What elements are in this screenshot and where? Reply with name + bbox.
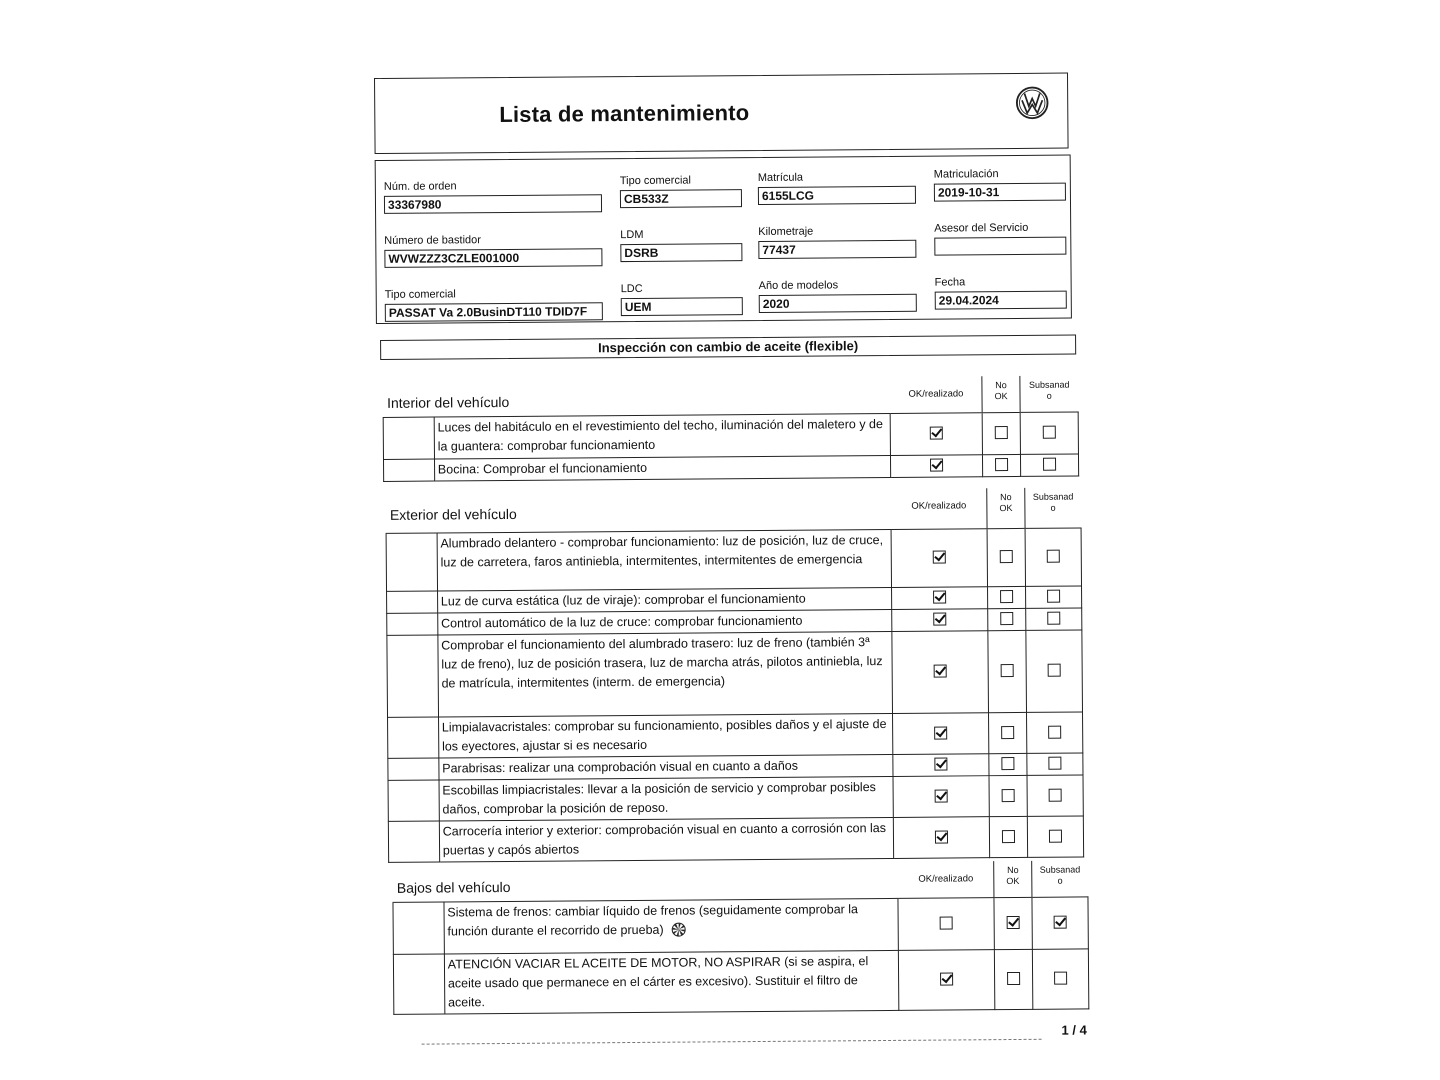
field-label: LDM [620, 228, 644, 242]
subsanado-checkbox[interactable] [1047, 612, 1060, 625]
ok-cell [893, 753, 989, 776]
subsanado-checkbox[interactable] [1054, 972, 1067, 985]
subsanado-cell [1025, 527, 1081, 585]
col-ok: OK/realizado [918, 873, 974, 885]
item-text: Escobillas limpiacristales: llevar a la posición de servicio y comprobar posibles daños, comprobar la posición de reposo. [439, 776, 894, 821]
row-stub [387, 635, 438, 717]
no-ok-checkbox[interactable] [1000, 590, 1013, 603]
row-stub [383, 459, 434, 481]
field-value: 77437 [758, 240, 916, 259]
col-label: No [1000, 492, 1012, 503]
field-label: Año de modelos [758, 279, 839, 292]
no-ok-checkbox[interactable] [1001, 757, 1014, 770]
exterior-table [385, 487, 1084, 862]
subsanado-cell [1032, 948, 1088, 1008]
no-ok-cell [988, 608, 1026, 630]
field-label: Matrícula [757, 171, 804, 184]
no-ok-cell [995, 949, 1033, 1009]
item-text: Comprobar el funcionamiento del alumbrado trasero: luz de freno (también 3ª luz de freno), luz de posición trasera, luz de marcha atrás, pilotos antiniebla, luz de matrícula, intermitentes (interm. de emergencia) [438, 631, 893, 717]
item-text: ATENCIÓN VACIAR EL ACEITE DE MOTOR, NO ASPIRAR (si se aspira, el aceite usado que permanece en el cárter es excesivo). Sustituir el filtro de aceite. [444, 950, 899, 1014]
field-value [934, 237, 1066, 256]
field-value: 29.04.2024 [935, 291, 1067, 310]
col-label: Subsanad [1032, 491, 1074, 502]
field-commercial-type [620, 174, 742, 208]
no-ok-cell [989, 775, 1027, 816]
item-text: Luces del habitáculo en el revestimiento del techo, iluminación del maletero y de la guantera: comprobar funcionamiento [434, 413, 891, 459]
no-ok-checkbox[interactable] [1000, 612, 1013, 625]
row-stub [387, 613, 438, 635]
footer-divider [422, 1039, 1042, 1045]
subsanado-checkbox[interactable] [1047, 550, 1060, 563]
table-row [386, 527, 1081, 590]
field-label: Núm. de orden [383, 180, 457, 193]
field-value: 33367980 [384, 194, 602, 214]
field-value: CB533Z [620, 189, 742, 208]
ok-checkbox[interactable] [930, 427, 943, 440]
ok-checkbox[interactable] [935, 758, 948, 771]
brake-wheel-icon [672, 923, 686, 937]
no-ok-cell [994, 897, 1032, 949]
col-subsanado [1020, 375, 1078, 411]
ok-checkbox[interactable] [935, 830, 948, 843]
vehicle-info-box [375, 155, 1072, 324]
page-number: 1 / 4 [1061, 1022, 1087, 1038]
field-label: Kilometraje [758, 225, 814, 238]
col-subsanado [1032, 860, 1088, 896]
ok-checkbox[interactable] [933, 551, 946, 564]
ok-checkbox[interactable] [930, 459, 943, 472]
col-ok: OK/realizado [908, 388, 964, 400]
no-ok-cell [988, 586, 1026, 608]
no-ok-checkbox[interactable] [1007, 916, 1020, 929]
subsanado-checkbox[interactable] [1048, 757, 1061, 770]
subsanado-checkbox[interactable] [1043, 426, 1056, 439]
table-row [388, 774, 1083, 820]
field-date [935, 276, 1067, 310]
field-value: WVWZZZ3CZLE001000 [384, 248, 602, 268]
row-stub [388, 780, 439, 821]
field-label: Matriculación [933, 168, 999, 181]
subsanado-cell [1027, 752, 1083, 774]
item-text: Parabrisas: realizar una comprobación visual en cuanto a daños [439, 754, 894, 780]
subsanado-checkbox[interactable] [1049, 788, 1062, 801]
interior-table [382, 375, 1079, 481]
field-service-advisor [934, 222, 1066, 256]
table-row [393, 896, 1088, 953]
field-value: PASSAT Va 2.0BusinDT110 TDID7F [385, 302, 603, 322]
exterior-title: Exterior del vehículo [386, 489, 892, 533]
ok-checkbox[interactable] [935, 789, 948, 802]
no-ok-checkbox[interactable] [1007, 972, 1020, 985]
col-label: No [995, 380, 1007, 391]
ok-cell [892, 608, 988, 631]
table-row [387, 629, 1083, 716]
col-no-ok [994, 861, 1032, 897]
subsanado-checkbox[interactable] [1043, 458, 1056, 471]
field-value: 2019-10-31 [934, 183, 1066, 202]
row-stub [388, 821, 439, 862]
no-ok-cell [988, 630, 1027, 712]
table-row [388, 815, 1083, 861]
row-stub [387, 591, 438, 613]
col-label: o [1046, 390, 1052, 401]
ok-cell [890, 412, 982, 455]
ok-checkbox[interactable] [940, 917, 953, 930]
col-ok: OK/realizado [911, 500, 967, 512]
ok-cell [892, 586, 988, 609]
subsanado-cell [1027, 815, 1083, 856]
page-title: Lista de mantenimiento [499, 100, 750, 128]
col-no-ok [987, 488, 1025, 528]
field-model-description [385, 287, 603, 322]
field-vin [384, 233, 602, 268]
no-ok-cell [987, 528, 1025, 586]
item-text-content: Sistema de frenos: cambiar líquido de frenos (seguidamente comprobar la función durante el recorrido de prueba) [447, 901, 859, 938]
underbody-title: Bajos del vehículo [393, 862, 899, 902]
field-value: DSRB [620, 243, 742, 262]
ok-checkbox[interactable] [934, 665, 947, 678]
col-subsanado [1025, 487, 1081, 527]
ok-cell [892, 630, 988, 713]
field-value: 6155LCG [758, 186, 916, 205]
table-row [393, 948, 1088, 1013]
row-stub [388, 758, 439, 780]
ok-cell [891, 454, 983, 477]
subsanado-checkbox[interactable] [1054, 916, 1067, 929]
ok-checkbox[interactable] [934, 726, 947, 739]
table-row [388, 711, 1083, 757]
field-label: LDC [620, 282, 643, 296]
row-stub [388, 717, 439, 758]
subsanado-cell [1021, 453, 1079, 475]
col-label: OK [1006, 875, 1020, 887]
subsanado-checkbox[interactable] [1049, 829, 1062, 842]
subsanado-cell [1020, 411, 1078, 453]
no-ok-cell [989, 753, 1027, 775]
subsanado-cell [1032, 896, 1088, 948]
no-ok-checkbox[interactable] [995, 458, 1008, 471]
field-plate [758, 171, 916, 205]
field-value: UEM [621, 297, 743, 316]
col-label: No [1007, 864, 1019, 876]
no-ok-checkbox[interactable] [995, 426, 1008, 439]
item-text: Control automático de la luz de cruce: comprobar funcionamiento [437, 609, 892, 635]
table-row [383, 411, 1078, 458]
col-label: Subsanad [1039, 864, 1081, 875]
col-no-ok [982, 376, 1020, 412]
subsanado-cell [1027, 774, 1083, 815]
vw-logo-icon [1015, 86, 1049, 120]
ok-cell [893, 712, 989, 754]
ok-cell [891, 528, 987, 587]
field-label: Asesor del Servicio [934, 221, 1029, 235]
no-ok-checkbox[interactable] [1001, 726, 1014, 739]
subsanado-checkbox[interactable] [1048, 664, 1061, 677]
title-box [374, 73, 1069, 154]
field-mileage [758, 225, 916, 259]
field-order-number [384, 179, 602, 214]
no-ok-cell [989, 816, 1027, 857]
item-text: Luz de curva estática (luz de viraje): comprobar el funcionamiento [437, 587, 892, 613]
subsanado-checkbox[interactable] [1047, 590, 1060, 603]
no-ok-cell [983, 454, 1021, 476]
no-ok-checkbox[interactable] [1001, 664, 1014, 677]
item-text [444, 898, 899, 954]
no-ok-checkbox[interactable] [1002, 789, 1015, 802]
subsanado-cell [1026, 585, 1082, 607]
no-ok-cell [982, 412, 1020, 454]
col-label: OK [994, 391, 1008, 402]
row-stub [393, 953, 444, 1013]
ok-cell [894, 816, 990, 858]
col-label: o [1050, 502, 1056, 513]
item-text: Carrocería interior y exterior: comprobación visual en cuanto a corrosión con las puertas y capós abiertos [439, 817, 894, 862]
no-ok-checkbox[interactable] [1002, 830, 1015, 843]
col-label: OK [999, 502, 1013, 514]
subsanado-cell [1026, 629, 1083, 711]
subsanado-cell [1027, 711, 1083, 752]
row-stub [386, 533, 437, 591]
no-ok-checkbox[interactable] [1000, 550, 1013, 563]
item-text: Alumbrado delantero - comprobar funcionamiento: luz de posición, luz de cruce, luz de carretera, faros antiniebla, intermitentes, intermitentes de emergencia [437, 529, 892, 591]
field-ldm [620, 228, 742, 262]
ok-cell [898, 897, 994, 950]
section-title: Inspección con cambio de aceite (flexible) [380, 334, 1076, 359]
item-text: Bocina: Comprobar el funcionamiento [434, 455, 891, 481]
no-ok-cell [989, 712, 1027, 753]
underbody-table [392, 860, 1089, 1014]
field-label: Número de bastidor [384, 234, 481, 247]
ok-checkbox[interactable] [933, 591, 946, 604]
item-text: Limpialavacristales: comprobar su funcionamiento, posibles daños y el ajuste de los eyectores, ajustar si es necesario [438, 713, 893, 758]
col-label: Subsanad [1028, 379, 1070, 390]
field-value: 2020 [759, 294, 917, 313]
field-registration-date [934, 168, 1066, 202]
table-row [383, 453, 1078, 480]
subsanado-cell [1026, 607, 1082, 629]
field-ldc [621, 282, 743, 316]
field-model-year [759, 279, 917, 313]
ok-cell [899, 949, 995, 1010]
col-label: o [1057, 875, 1063, 886]
ok-checkbox[interactable] [940, 973, 953, 986]
interior-title: Interior del vehículo [383, 377, 891, 417]
ok-cell [893, 775, 989, 817]
field-label: Tipo comercial [384, 288, 456, 301]
document-page [374, 72, 1094, 1058]
ok-checkbox[interactable] [933, 613, 946, 626]
field-label: Fecha [934, 276, 966, 289]
field-label: Tipo comercial [619, 174, 691, 188]
row-stub [393, 901, 444, 953]
subsanado-checkbox[interactable] [1048, 725, 1061, 738]
row-stub [383, 417, 434, 459]
